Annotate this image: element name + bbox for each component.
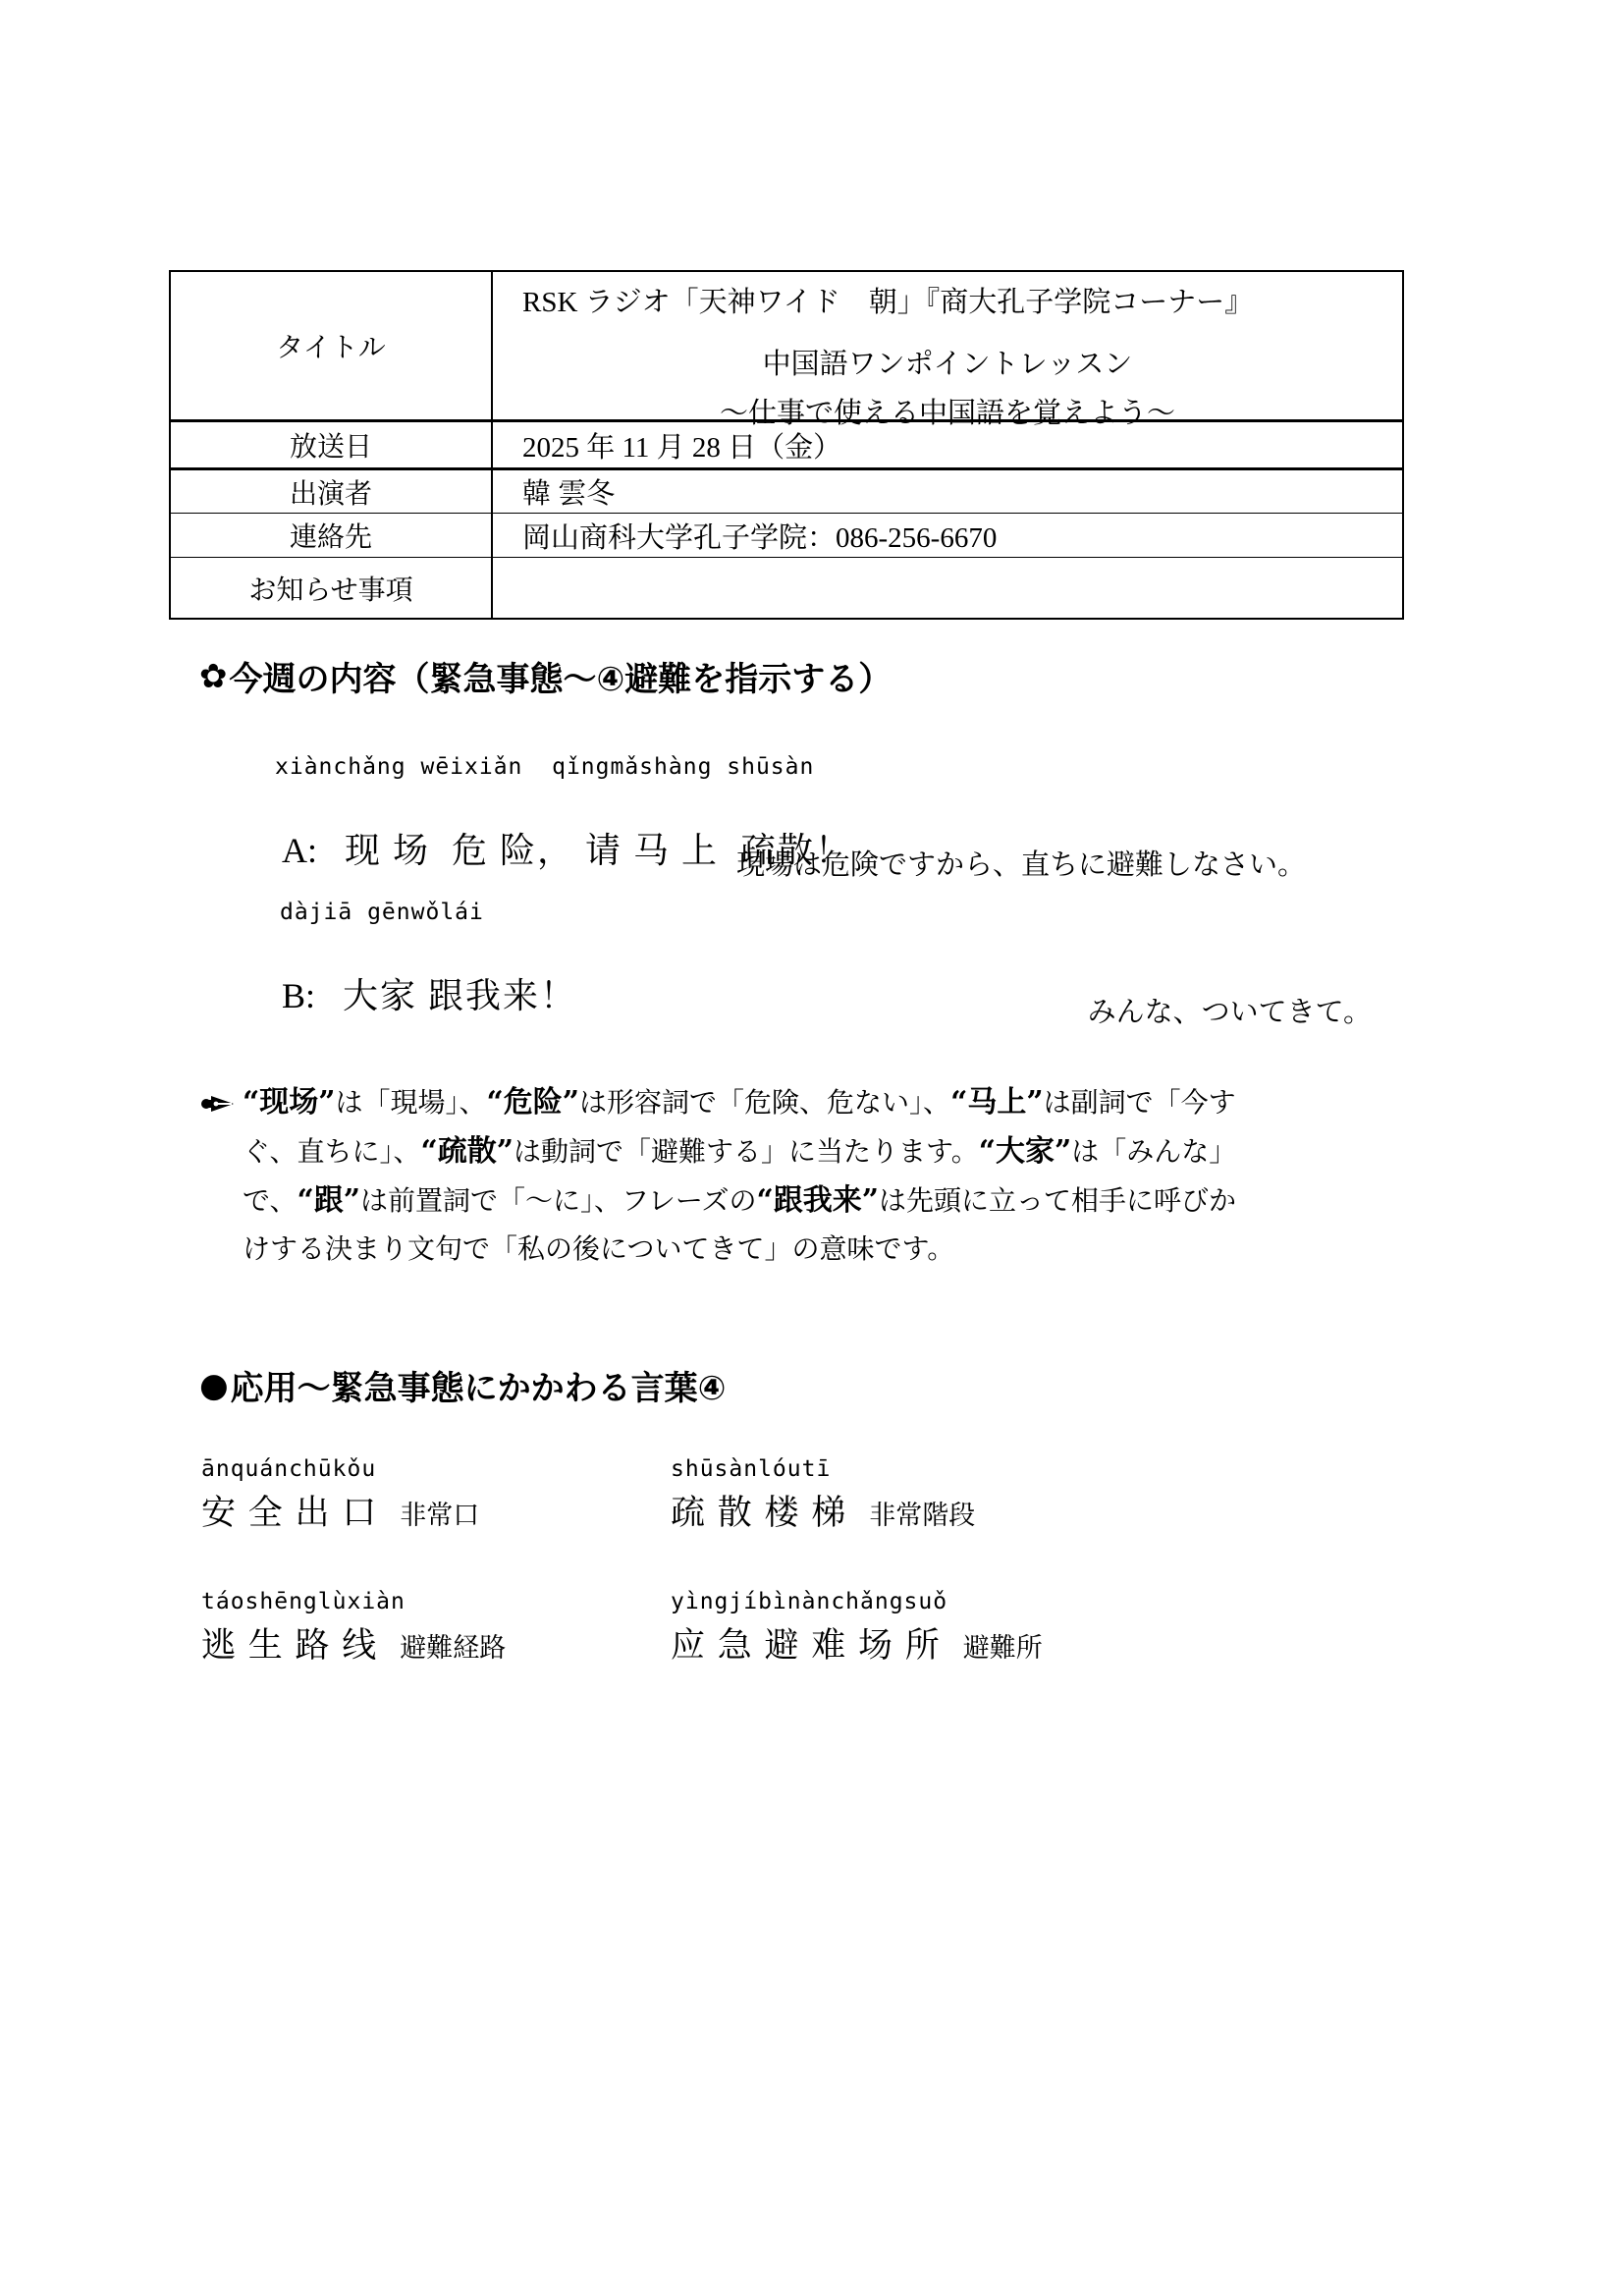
program-title-line1: RSK ラジオ「天神ワイド 朝」『商大孔子学院コーナー』 — [522, 287, 1254, 318]
vocab-chinese: 安 全 出 口 — [201, 1494, 379, 1532]
dialogue-b-translation: みんな、ついてきて。 — [1087, 997, 1372, 1028]
pen-nib-icon — [201, 1094, 235, 1114]
dialogue-a-translation: 現場は危険ですから、直ちに避難しなさい。 — [735, 849, 1306, 881]
explanation-line-4: けする決まり文句で「私の後についてきて」の意味です。 — [243, 1234, 955, 1265]
row-label-broadcast-date: 放送日 — [171, 422, 493, 467]
vocab-chinese: 应 急 避 难 场 所 — [671, 1626, 942, 1665]
vocab-japanese-gloss: 避難経路 — [400, 1633, 507, 1663]
table-row-contact — [171, 513, 1402, 557]
vocab-japanese-gloss: 非常口 — [400, 1501, 480, 1530]
vocab-item-anquanchukou — [201, 1456, 479, 1535]
contact-value: 岡山商科大学孔子学院：086-256-6670 — [522, 521, 998, 554]
table-row-notice — [171, 557, 1402, 618]
row-label-notice: お知らせ事項 — [171, 558, 493, 618]
notice-value — [493, 558, 1402, 618]
vocab-pinyin: shūsànlóutī — [671, 1456, 832, 1482]
vocab-pinyin: ānquánchūkǒu — [201, 1456, 377, 1482]
application-heading — [199, 1361, 726, 1409]
florette-icon: ✿ — [199, 656, 228, 696]
dialogue-b-line — [239, 927, 577, 1060]
vocab-pinyin: táoshēnglùxiàn — [201, 1589, 406, 1614]
program-info-table — [169, 270, 1404, 620]
dialogue-b-speaker: B: — [282, 976, 316, 1015]
vocab-chinese: 逃 生 路 线 — [201, 1626, 379, 1665]
dialogue-b-pinyin: dàjiā gēnwǒlái — [280, 900, 484, 925]
explanation-line-3: で、“跟”は前置詞で「～に」、フレーズの“跟我来”は先頭に立って相手に呼びか — [243, 1183, 1236, 1218]
explanation-line-1: “现场”は「現場」、“危险”は形容詞で「危険、危ない」、“马上”は副詞で「今す — [243, 1085, 1236, 1120]
program-title-line3: ～仕事で使える中国語を覚えよう～ — [719, 398, 1175, 429]
table-row-broadcast-date — [171, 419, 1402, 467]
this-week-heading — [199, 652, 892, 700]
dialogue-a-pinyin: xiànchǎng wēixiǎn qǐngmǎshàng shūsàn — [275, 754, 815, 780]
program-title-line2: 中国語ワンポイントレッスン — [762, 349, 1133, 380]
row-label-title: タイトル — [171, 272, 493, 419]
row-label-contact: 連絡先 — [171, 514, 493, 557]
table-row-title — [171, 272, 1402, 429]
performer-value: 韓 雲冬 — [522, 478, 616, 510]
dialogue-a-chinese: 现 场 危 险， 请 马 上 疏散！ — [345, 831, 853, 870]
dialogue-a-speaker: A: — [282, 831, 317, 870]
row-value-title — [493, 272, 1402, 429]
vocab-japanese-gloss: 避難所 — [962, 1633, 1043, 1663]
vocab-item-taoshengluxian — [201, 1589, 506, 1667]
explanation-line-2: ぐ、直ちに」、“疏散”は動詞で「避難する」に当たります。“大家”は「みんな」 — [243, 1134, 1237, 1169]
broadcast-date-value: 2025 年 11 月 28 日（金） — [522, 431, 842, 464]
dialogue-b-chinese: 大家 跟我来！ — [343, 976, 578, 1015]
black-circle-bullet-icon: ● — [199, 1365, 229, 1405]
vocab-item-yingjibinanchangsuo — [671, 1589, 1043, 1667]
table-row-performer — [171, 467, 1402, 513]
row-label-performer: 出演者 — [171, 470, 493, 513]
vocab-japanese-gloss: 非常階段 — [869, 1501, 976, 1530]
vocab-pinyin: yìngjíbìnànchǎngsuǒ — [671, 1589, 948, 1614]
vocab-item-shusanlouti — [671, 1456, 975, 1535]
application-heading-text: 応用～緊急事態にかかわる言葉④ — [230, 1369, 727, 1408]
this-week-heading-text: 今週の内容（緊急事態～④避難を指示する） — [229, 660, 893, 699]
grammar-explanation — [243, 1078, 1421, 1275]
vocab-chinese: 疏 散 楼 梯 — [671, 1494, 848, 1532]
